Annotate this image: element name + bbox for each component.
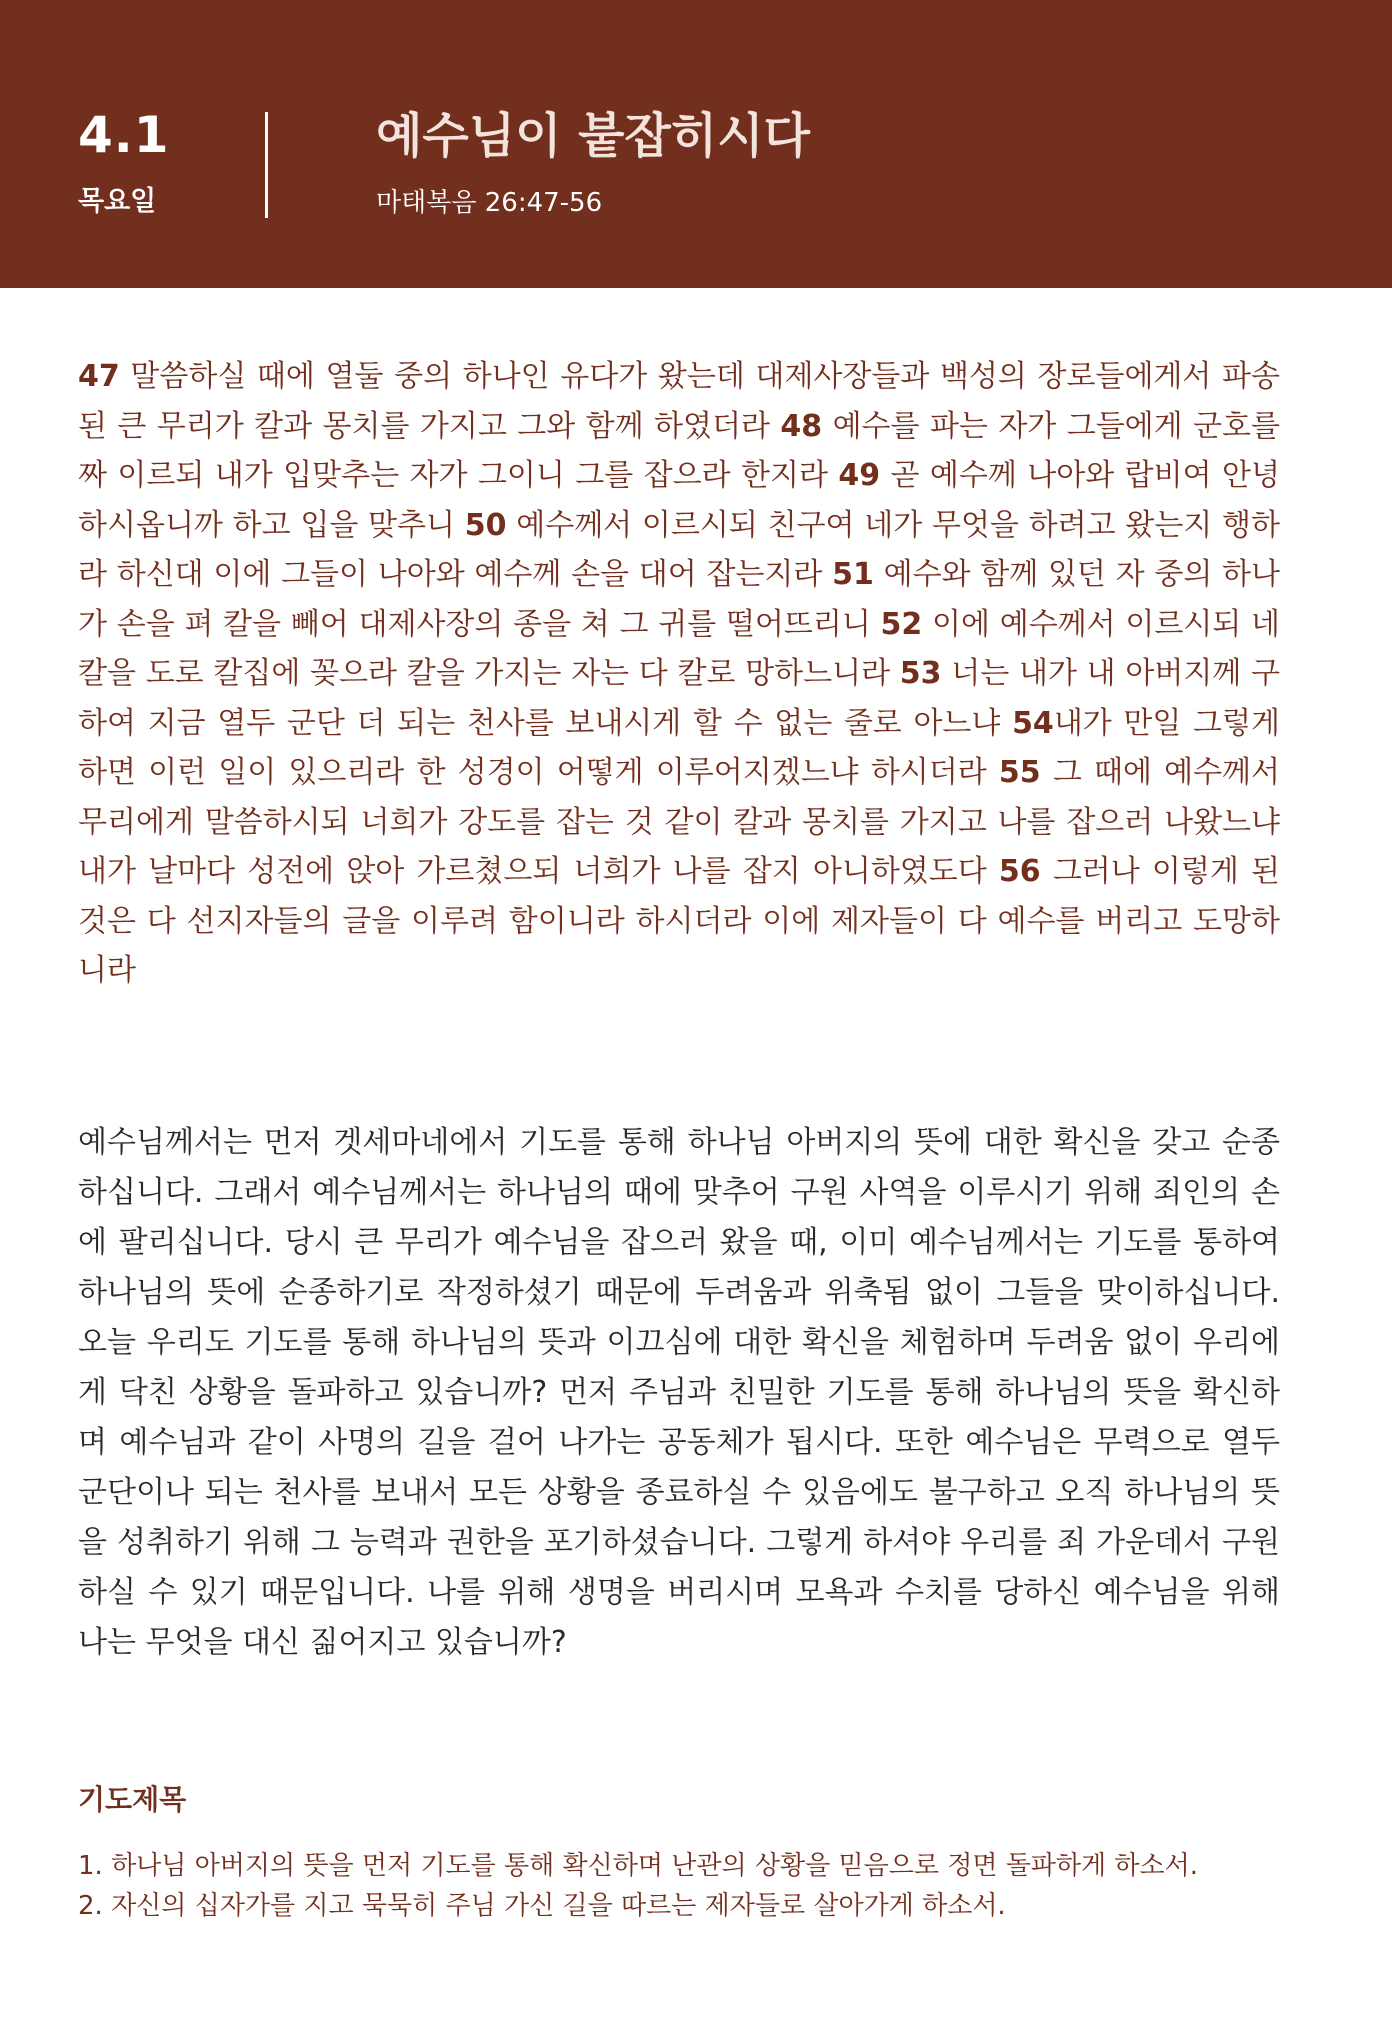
prayer-item: 1. 하나님 아버지의 뜻을 먼저 기도를 통해 확신하며 난관의 상황을 믿음으로 정면 돌파하게 하소서. bbox=[78, 1851, 1199, 1881]
date-number: 4.1 bbox=[78, 106, 170, 164]
verse-number: 51 bbox=[832, 557, 874, 592]
verse-number: 55 bbox=[998, 755, 1041, 790]
verse-text: 예수와 함께 있던 자 중의 하나가 손을 펴 칼을 빼어 대제사장의 종을 쳐 그 귀를 떨어뜨리니 bbox=[78, 557, 1280, 642]
prayer-heading: 기도제목 bbox=[78, 1783, 187, 1816]
commentary-paragraph: 예수님께서는 먼저 겟세마네에서 기도를 통해 하나님 아버지의 뜻에 대한 확신을 갖고 순종하십니다. 그래서 예수님께서는 하나님의 때에 맞추어 구원 사역을 이루시기 위해 죄인의 손에 팔리십니다. 당시 큰 무리가 예수님을 잡으러 왔을 때, 이미 예수님께서는 기도를 통하여 하나님의 뜻에 순종하기로 작정하셨기 때문에 두려움과 위축됨 없이 그들을 맞이하십니다. 오늘 우리도 기도를 통해 하나님의 뜻과 이끄심에 대한 확신을 체험하며 두려움 없이 우리에게 닥친 상황을 돌파하고 있습니까? 먼저 주님과 친밀한 기도를 통해 하나님의 뜻을 확신하며 예수님과 같이 사명의 길을 걸어 나가는 공동체가 됩시다. 또한 예수님은 무력으로 열두 군단이나 되는 천사를 보내서 모든 상황을 종료하실 수 있음에도 불구하고 오직 하나님의 뜻을 성취하기 위해 그 능력과 권한을 포기하셨습니다. 그렇게 하셔야 우리를 죄 가운데서 구원하실 수 있기 때문입니다. 나를 위해 생명을 버리시며 모욕과 수치를 당하신 예수님을 위해 나는 무엇을 대신 짊어지고 있습니까? bbox=[78, 1125, 1280, 1660]
scripture-reference: 마태복음 26:47-56 bbox=[376, 188, 603, 218]
verse-text: 너는 내가 내 아버지께 구하여 지금 열두 군단 더 되는 천사를 보내시게 할 수 없는 줄로 아느냐 bbox=[78, 656, 1280, 741]
verse-number: 47 bbox=[78, 359, 120, 394]
prayer-item: 2. 자신의 십자가를 지고 묵묵히 주님 가신 길을 따르는 제자들로 살아가게 하소서. bbox=[78, 1891, 1006, 1921]
verse-number: 50 bbox=[464, 507, 507, 543]
header-divider bbox=[265, 112, 268, 218]
verse-number: 54 bbox=[1012, 705, 1054, 741]
verse-text: 곧 예수께 나아와 랍비여 안녕하시옵니까 하고 입을 맞추니 bbox=[78, 458, 1280, 543]
verse-text: 내가 만일 그렇게 하면 이런 일이 있으리라 한 성경이 어떻게 이루어지겠느냐 하시더라 bbox=[78, 705, 1280, 790]
verse-text: 예수께서 이르시되 친구여 네가 무엇을 하려고 왔는지 행하라 하신대 이에 그들이 나아와 예수께 손을 대어 잡는지라 bbox=[78, 507, 1280, 592]
verse-number: 49 bbox=[838, 458, 881, 493]
weekday-label: 목요일 bbox=[78, 186, 157, 217]
verse-number: 53 bbox=[899, 656, 942, 691]
header-banner bbox=[0, 0, 1392, 288]
verse-text: 이에 예수께서 이르시되 네 칼을 도로 칼집에 꽂으라 칼을 가지는 자는 다 칼로 망하느니라 bbox=[78, 606, 1280, 691]
verse-number: 52 bbox=[880, 606, 923, 642]
verse-text: 예수를 파는 자가 그들에게 군호를 짜 이르되 내가 입맞추는 자가 그이니 그를 잡으라 한지라 bbox=[78, 408, 1280, 493]
page-title: 예수님이 붙잡히시다 bbox=[376, 108, 811, 164]
verse-text: 그 때에 예수께서 무리에게 말씀하시되 너희가 강도를 잡는 것 같이 칼과 몽치를 가지고 나를 잡으러 나왔느냐 내가 날마다 성전에 앉아 가르쳤으되 너희가 나를 잡지 아니하였도다 bbox=[78, 755, 1281, 889]
scripture-passage bbox=[78, 352, 1280, 996]
verse-text: 말씀하실 때에 열둘 중의 하나인 유다가 왔는데 대제사장들과 백성의 장로들에게서 파송된 큰 무리가 칼과 몽치를 가지고 그와 함께 하였더라 bbox=[78, 359, 1280, 444]
prayer-list bbox=[78, 1846, 1328, 1926]
verse-text: 그러나 이렇게 된 것은 다 선지자들의 글을 이루려 함이니라 하시더라 이에 제자들이 다 예수를 버리고 도망하니라 bbox=[78, 854, 1281, 988]
verse-number: 48 bbox=[780, 408, 823, 444]
verse-number: 56 bbox=[998, 854, 1041, 889]
